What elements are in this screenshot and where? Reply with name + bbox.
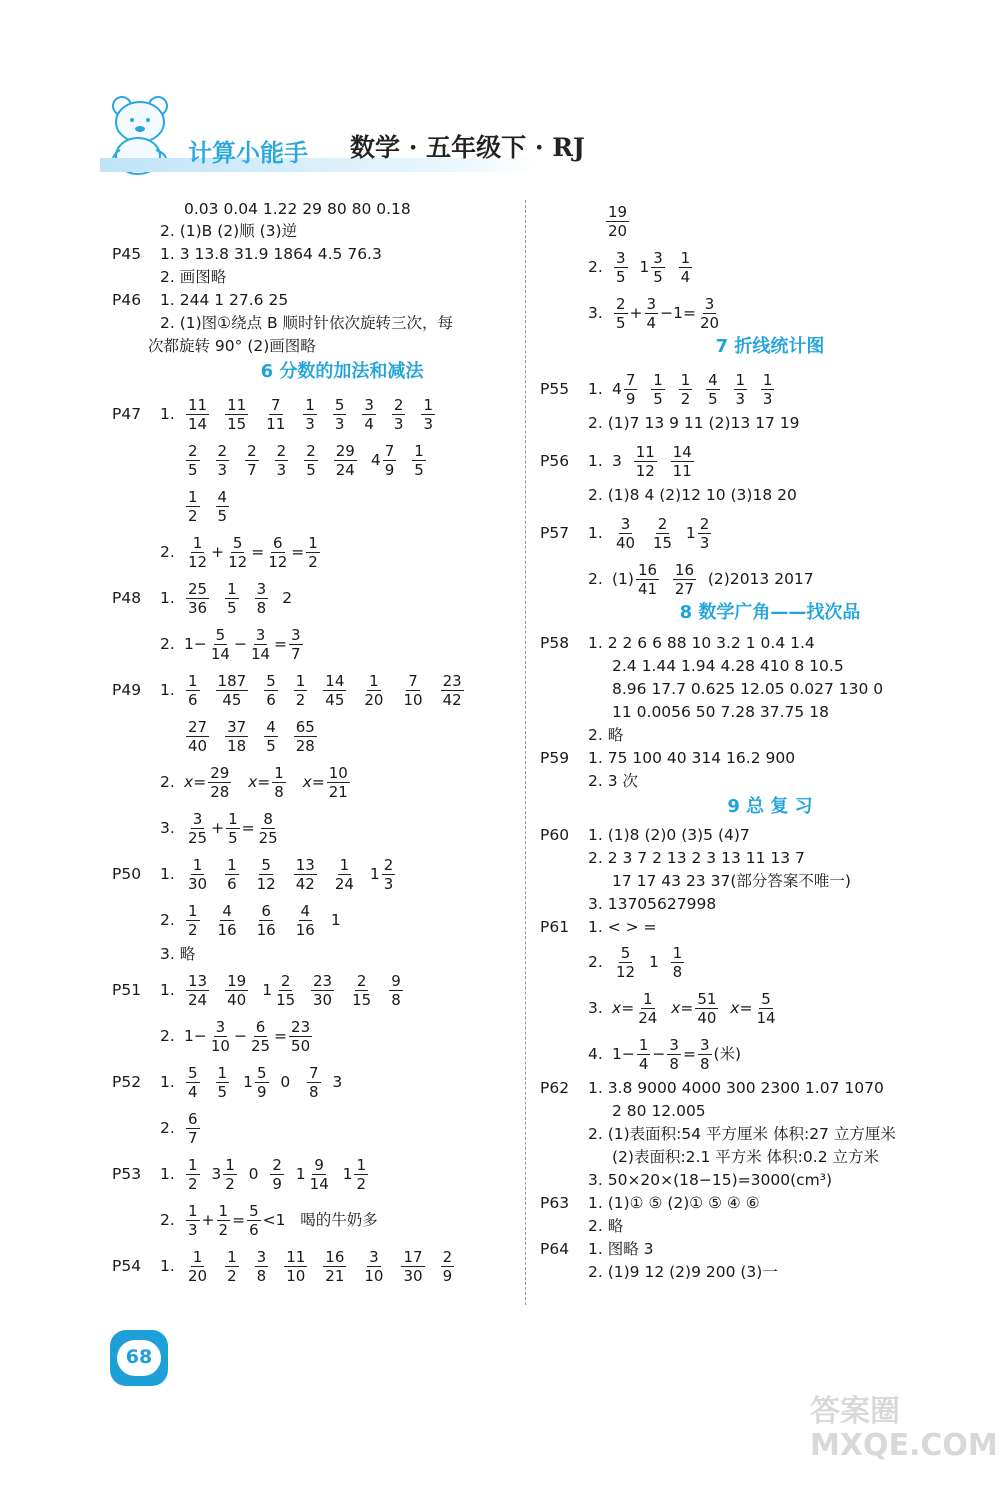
answer-line: 1. 2 2 6 6 88 10 3.2 1 0.4 1.4 [588, 634, 815, 652]
answer-row-p61-2: 2. $\frac{5}{12}$ 1 $\frac{1}{8}$ [588, 943, 683, 981]
answer-row-p53-1: P53 1. $\frac{1}{2}$ 3 $\frac{1}{2}$ 0 $\frac{2}{9}$ 1 $\frac{9}{14}$ 1 $\frac{1}{2}$ [112, 1155, 367, 1193]
page-label: P45 [112, 245, 142, 263]
answer-line: 3. 13705627998 [588, 895, 717, 913]
answer-text: 喝的牛奶多 [300, 1211, 378, 1229]
fraction-answer: $\frac{29}{24}$ [335, 441, 355, 479]
answer-row-p49-2: 2. x = $\frac{29}{28}$ x = $\frac{1}{8}$ x = $\frac{10}{21}$ [160, 763, 348, 801]
answer-row-p54-2: 2. $\frac{3}{5}$ 1 $\frac{3}{5}$ $\frac{1}{4}$ [588, 248, 691, 286]
answer-line: 2. (1)7 13 9 11 (2)13 17 19 [588, 414, 800, 432]
page-label: P54 [112, 1257, 142, 1275]
left-column [112, 198, 572, 1289]
book-subtitle: 数学 · 五年级下 · RJ [350, 133, 585, 162]
page-label: P59 [540, 749, 570, 767]
fraction-answer: $\frac{23}{42}$ [442, 671, 462, 709]
answer-line: 1. 3.8 9000 4000 300 2300 1.07 1070 [588, 1079, 884, 1097]
answer-row-p47-2: 2. $\frac{1}{12}$ + $\frac{5}{12}$ = $\frac{6}{12}$ = $\frac{1}{2}$ [160, 533, 318, 571]
fraction-answer: $\frac{2}{5}$ [188, 441, 198, 479]
page-label: P55 [540, 380, 570, 398]
answer-row-p52-1: P52 1. $\frac{5}{4}$ $\frac{1}{5}$ 1 $\frac{5}{9}$ 0 $\frac{7}{8}$ 3 [112, 1063, 343, 1101]
answer-row-p51-2: 2. 1− $\frac{3}{10}$ − $\frac{6}{25}$ = $\frac{23}{50}$ [160, 1017, 311, 1055]
answer-row-p61-4: 4. 1− $\frac{1}{4}$ − $\frac{3}{8}$ = $\frac{3}{8}$ (米) [588, 1035, 742, 1073]
page-label: P58 [540, 634, 570, 652]
fraction-answer: $\frac{5}{4}$ [188, 1063, 198, 1101]
fraction-answer: $\frac{13}{24}$ [188, 971, 208, 1009]
answer-line: 3. 50×20×(18−15)=3000(cm³) [588, 1171, 833, 1189]
fraction-answer: $\frac{5}{3}$ [334, 395, 345, 433]
answer-value: 2 [282, 589, 293, 607]
fraction-answer: $\frac{4}{5}$ [217, 487, 228, 525]
section-heading-8: 8 数学广角——找次品 [679, 602, 861, 623]
answer-row-p49-1b [112, 713, 572, 759]
fraction-answer: $\frac{1}{2}$ [188, 901, 198, 939]
page-label: P60 [540, 826, 570, 844]
watermark: 答案圈 MXQE.COM [810, 1394, 998, 1463]
fraction-answer: $\frac{6}{16}$ [256, 901, 276, 939]
section-heading-6: 6 分数的加法和减法 [260, 361, 424, 382]
answer-line: 2.4 1.44 1.94 4.28 410 8 10.5 [612, 657, 844, 675]
answer-line: (2)表面积:2.1 平方米 体积:0.2 立方米 [612, 1148, 879, 1166]
answer-line: 2. 2 3 7 2 13 2 3 13 11 13 7 [588, 849, 805, 867]
fraction-answer: $\frac{3}{8}$ [256, 579, 267, 617]
fraction-answer: $\frac{1}{5}$ [217, 1063, 228, 1101]
answer-row-p61-3: 3. x = $\frac{1}{24}$ x = $\frac{51}{40}$ x = $\frac{5}{14}$ [588, 989, 776, 1027]
answer-row-p47-1a: P47 1. $\frac{11}{14}$ $\frac{11}{15}$ $\frac{7}{11}$ $\frac{1}{3}$ $\frac{5}{3}$ $\frac{3}{4}$ $\frac{2}{3}$ $\frac{1}{3}$ [112, 391, 572, 437]
answer-line: 次都旋转 90° (2)画图略 [148, 337, 316, 355]
answer-line: 1. < > = [588, 918, 657, 936]
fraction-answer: $\frac{2}{3}$ [393, 395, 404, 433]
section-heading-9: 9 总 复 习 [727, 796, 813, 817]
answer-line: 2. 略 [588, 726, 624, 744]
answer-line: 0.03 0.04 1.22 29 80 80 0.18 [184, 200, 411, 218]
page-number: 68 [125, 1346, 153, 1368]
page-label: P46 [112, 291, 142, 309]
answer-row-p57-2: 2. (1) $\frac{16}{41}$ $\frac{16}{27}$ (2)2013 2017 [588, 560, 814, 598]
answer-row-p49-3: 3. $\frac{3}{25}$ + $\frac{1}{5}$ = $\frac{8}{25}$ [160, 809, 278, 847]
answer-text: (2)2013 2017 [707, 570, 814, 588]
page-label: P64 [540, 1240, 570, 1258]
answer-row-p53-2: 2. $\frac{1}{3}$ + $\frac{1}{2}$ = $\frac{5}{6}$ <1 喝的牛奶多 [160, 1201, 378, 1239]
fraction-answer: $\frac{1}{20}$ [364, 671, 384, 709]
answer-row-p50-2: 2. $\frac{1}{2}$ $\frac{4}{16}$ $\frac{6}{16}$ $\frac{4}{16}$ 1 [160, 901, 341, 939]
page-label: P57 [540, 524, 570, 542]
answer-value: 3 [332, 1073, 343, 1091]
fraction-answer: $\frac{3}{10}$ [364, 1247, 384, 1285]
fraction-answer: $\frac{3}{4}$ [364, 395, 374, 433]
answer-line: 2. (1)B (2)顺 (3)逆 [160, 222, 298, 240]
fraction-answer: $\frac{4}{5}$ [266, 717, 276, 755]
fraction-answer: $\frac{1}{24}$ [334, 855, 354, 893]
fraction-answer: $\frac{13}{42}$ [295, 855, 315, 893]
answer-row-p52-2: 2. $\frac{6}{7}$ [160, 1109, 198, 1147]
answer-line: 11 0.0056 50 7.28 37.75 18 [612, 703, 829, 721]
right-column [540, 198, 1000, 1284]
fraction-answer: $\frac{65}{28}$ [295, 717, 315, 755]
fraction-answer: $\frac{16}{21}$ [325, 1247, 345, 1285]
answer-line: 2. (1)8 4 (2)12 10 (3)18 20 [588, 486, 797, 504]
page-number-badge [110, 1330, 168, 1386]
fraction-answer: $\frac{37}{18}$ [227, 717, 247, 755]
answer-line: 1. (1)8 (2)0 (3)5 (4)7 [588, 826, 750, 844]
fraction-answer: $\frac{11}{15}$ [227, 395, 247, 433]
page-label: P61 [540, 918, 570, 936]
answer-row-p54-3: 3. $\frac{2}{5}$ + $\frac{3}{4}$ −1= $\frac{3}{20}$ [588, 294, 720, 332]
answer-row-p48-1: P48 1. $\frac{25}{36}$ $\frac{1}{5}$ $\frac{3}{8}$ 2 [112, 579, 293, 617]
fraction-answer: $\frac{9}{8}$ [391, 971, 401, 1009]
fraction-answer: $\frac{19}{40}$ [227, 971, 247, 1009]
answer-line: 2. 3 次 [588, 772, 639, 790]
answer-line: 2. (1)图①绕点 B 顺时针依次旋转三次，每 [160, 314, 454, 332]
fraction-answer: $\frac{2}{3}$ [276, 441, 287, 479]
fraction-answer: $\frac{11}{14}$ [188, 395, 208, 433]
answer-row-p48-2: 2. 1− $\frac{5}{14}$ − $\frac{3}{14}$ = $\frac{3}{7}$ [160, 625, 301, 663]
page-label: P53 [112, 1165, 142, 1183]
answer-line: 8.96 17.7 0.625 12.05 0.027 130 0 [612, 680, 884, 698]
fraction-answer: $\frac{27}{40}$ [188, 717, 208, 755]
fraction-answer: $\frac{23}{30}$ [313, 971, 333, 1009]
page-label: P51 [112, 981, 142, 999]
fraction-answer: $\frac{5}{12}$ [256, 855, 276, 893]
answer-line: 2. 略 [588, 1217, 624, 1235]
fraction-answer: $\frac{2}{3}$ [217, 441, 228, 479]
answer-line: 17 17 43 23 37(部分答案不唯一) [612, 872, 851, 890]
fraction-answer: $\frac{2}{9}$ [442, 1247, 453, 1285]
fraction-answer: $\frac{7}{10}$ [403, 671, 423, 709]
answer-line: 2. 画图略 [160, 268, 227, 286]
fraction-answer: $\frac{17}{30}$ [403, 1247, 423, 1285]
answer-line: 1. (1)① ⑤ (2)① ⑤ ④ ⑥ [588, 1194, 760, 1212]
fraction-answer: $\frac{1}{2}$ [295, 671, 306, 709]
answer-row-p54-1: P54 1. $\frac{1}{20}$ $\frac{1}{2}$ $\frac{3}{8}$ $\frac{11}{10}$ $\frac{16}{21}$ $\frac{3}{10}$ $\frac{17}{30}$ $\frac{2}{9}$ [112, 1243, 572, 1289]
answer-line: 1. 244 1 27.6 25 [160, 291, 289, 309]
answer-row-p56-1: P56 1. 3 $\frac{11}{12}$ $\frac{14}{11}$ [540, 442, 692, 480]
answer-row-p55-1: P55 1. 4 $\frac{7}{9}$ $\frac{1}{5}$ $\frac{1}{2}$ $\frac{4}{5}$ $\frac{1}{3}$ $\frac{1}{3}$ [540, 370, 773, 408]
fraction-answer: $\frac{1}{30}$ [188, 855, 208, 893]
answer-line: 2. (1)9 12 (2)9 200 (3)一 [588, 1263, 778, 1281]
fraction-answer: $\frac{5}{6}$ [266, 671, 276, 709]
answer-line: 1. 图略 3 [588, 1240, 654, 1258]
fraction-answer: $\frac{1}{2}$ [227, 1247, 237, 1285]
fraction-answer: $\frac{3}{8}$ [256, 1247, 267, 1285]
answer-line: 2. (1)表面积:54 平方厘米 体积:27 立方厘米 [588, 1125, 896, 1143]
fraction-answer: 4 $\frac{7}{9}$ [370, 441, 395, 479]
fraction-answer: $\frac{1}{3}$ [423, 395, 434, 433]
fraction-answer: $\frac{4}{16}$ [295, 901, 315, 939]
fraction-answer: $\frac{7}{11}$ [266, 395, 286, 433]
fraction-answer: $\frac{1}{20}$ [188, 1247, 208, 1285]
fraction-answer: $\frac{4}{16}$ [217, 901, 237, 939]
answer-line: 1. 3 13.8 31.9 1864 4.5 76.3 [160, 245, 382, 263]
fraction-answer: $\frac{2}{5}$ [306, 441, 316, 479]
fraction-answer: $\frac{1}{5}$ [414, 441, 424, 479]
answer-row-p50-1: P50 1. $\frac{1}{30}$ $\frac{1}{6}$ $\frac{5}{12}$ $\frac{13}{42}$ $\frac{1}{24}$ 1 $\frac{2}{3}$ [112, 855, 394, 893]
book-series-title: 计算小能手 [188, 139, 308, 167]
answer-row-p49-1a: P49 1. $\frac{1}{6}$ $\frac{187}{45}$ $\frac{5}{6}$ $\frac{1}{2}$ $\frac{14}{45}$ $\frac{1}{20}$ $\frac{7}{10}$ $\frac{23}{42}$ [112, 667, 572, 713]
fraction-answer: $\frac{1}{5}$ [227, 579, 237, 617]
answer-row-p57-1: P57 1. $\frac{3}{40}$ $\frac{2}{15}$ 1 $\frac{2}{3}$ [540, 514, 710, 552]
page-label: P56 [540, 452, 570, 470]
fraction-answer: $\frac{187}{45}$ [217, 671, 247, 709]
answer-row-top-frac: $\frac{19}{20}$ [608, 202, 628, 240]
answer-row-p51-1: P51 1. $\frac{13}{24}$ $\frac{19}{40}$ 1 $\frac{2}{15}$ $\frac{23}{30}$ $\frac{2}{15}$ $\frac{9}{8}$ [112, 967, 572, 1013]
page-label: P62 [540, 1079, 570, 1097]
section-heading-7: 7 折线统计图 [715, 336, 825, 357]
page-label: P47 [112, 405, 142, 423]
fraction-answer: $\frac{2}{7}$ [247, 441, 257, 479]
fraction-answer: $\frac{14}{45}$ [325, 671, 345, 709]
answer-line: 1. 75 100 40 314 16.2 900 [588, 749, 796, 767]
fraction-answer: $\frac{1}{3}$ [305, 395, 315, 433]
fraction-answer: $\frac{1}{2}$ [188, 487, 198, 525]
answer-line: 2 80 12.005 [612, 1102, 706, 1120]
page-label: P49 [112, 681, 142, 699]
fraction-answer: $\frac{25}{36}$ [188, 579, 208, 617]
page-label: P63 [540, 1194, 570, 1212]
fraction-answer: $\frac{1}{6}$ [188, 671, 198, 709]
page-label: P50 [112, 865, 142, 883]
fraction-answer: $\frac{2}{15}$ [352, 971, 372, 1009]
answer-row-p47-1c [112, 483, 572, 529]
answer-value: 1 [330, 911, 341, 929]
answer-line: 3. 略 [160, 945, 196, 963]
fraction-answer: $\frac{1}{6}$ [227, 855, 237, 893]
page-label: P48 [112, 589, 142, 607]
answer-row-p47-1b [112, 437, 572, 483]
fraction-answer: $\frac{11}{10}$ [286, 1247, 306, 1285]
page-label: P52 [112, 1073, 142, 1091]
